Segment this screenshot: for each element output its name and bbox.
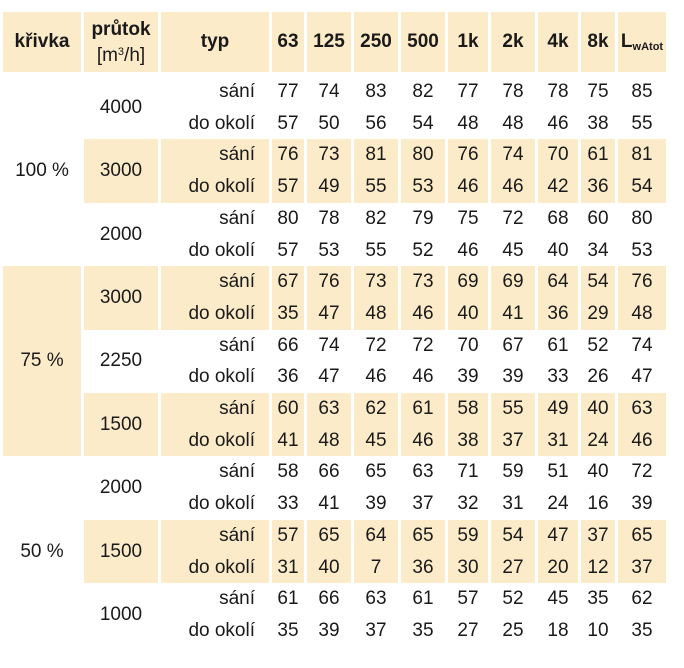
total-cell: 54: [618, 171, 666, 203]
value-cell: 32: [457, 493, 479, 515]
value-cell: 40: [581, 393, 615, 425]
value-cell: 37: [491, 425, 535, 457]
total-cell: 62: [631, 588, 653, 610]
typ-cell: sání: [219, 207, 255, 229]
table-body: [3, 76, 666, 647]
value-cell: 59: [502, 461, 524, 483]
value-cell: 66: [318, 461, 340, 483]
value-cell: 58: [448, 393, 488, 425]
typ-cell: sání: [161, 520, 269, 552]
value-cell: 75: [587, 81, 609, 102]
value-cell: 83: [365, 81, 387, 102]
typ-cell: sání: [219, 334, 255, 356]
value-cell: 57: [457, 588, 479, 610]
header-band: 1k: [448, 12, 488, 76]
value-cell: 46: [547, 112, 569, 134]
value-cell: 49: [538, 393, 578, 425]
value-cell: 37: [365, 619, 387, 641]
value-cell: 42: [538, 171, 578, 203]
table-row: [3, 139, 666, 171]
table-row: [3, 266, 666, 298]
value-cell: 36: [581, 171, 615, 203]
value-cell: 61: [277, 588, 299, 610]
value-cell: 77: [457, 81, 479, 102]
value-cell: 54: [581, 266, 615, 298]
value-cell: 46: [412, 366, 434, 388]
value-cell: 76: [307, 266, 351, 298]
value-cell: 55: [491, 393, 535, 425]
value-cell: 35: [412, 619, 434, 641]
value-cell: 47: [538, 520, 578, 552]
table-row: [3, 456, 666, 488]
value-cell: 57: [277, 239, 299, 261]
value-cell: 54: [491, 520, 535, 552]
value-cell: 61: [547, 334, 569, 356]
value-cell: 16: [587, 493, 609, 515]
value-cell: 29: [581, 298, 615, 330]
value-cell: 12: [581, 552, 615, 584]
value-cell: 80: [277, 207, 299, 229]
value-cell: 60: [272, 393, 304, 425]
value-cell: 57: [272, 520, 304, 552]
value-cell: 66: [318, 588, 340, 610]
total-cell: 72: [631, 461, 653, 483]
value-cell: 69: [491, 266, 535, 298]
value-cell: 38: [448, 425, 488, 457]
typ-cell: do okolí: [188, 112, 255, 134]
header-total: $L_{wAtot}$: [618, 12, 666, 76]
value-cell: 63: [307, 393, 351, 425]
value-cell: 78: [318, 207, 340, 229]
header-band: 125: [307, 12, 351, 76]
value-cell: 77: [277, 81, 299, 102]
value-cell: 74: [491, 139, 535, 171]
value-cell: 39: [502, 366, 524, 388]
total-cell: 37: [618, 552, 666, 584]
header-band: 8k: [581, 12, 615, 76]
value-cell: 45: [547, 588, 569, 610]
typ-cell: do okolí: [188, 493, 255, 515]
typ-cell: sání: [161, 266, 269, 298]
header-prutok-label: průtok: [91, 18, 151, 40]
value-cell: 82: [412, 81, 434, 102]
typ-cell: do okolí: [188, 366, 255, 388]
value-cell: 72: [412, 334, 434, 356]
value-cell: 31: [502, 493, 524, 515]
table-row: [3, 393, 666, 425]
value-cell: 53: [401, 171, 445, 203]
value-cell: 63: [412, 461, 434, 483]
value-cell: 18: [547, 619, 569, 641]
value-cell: 62: [354, 393, 398, 425]
value-cell: 47: [318, 366, 340, 388]
value-cell: 35: [277, 619, 299, 641]
flow-cell: 4000: [99, 96, 143, 118]
value-cell: 61: [401, 393, 445, 425]
value-cell: 27: [491, 552, 535, 584]
typ-cell: do okolí: [161, 552, 269, 584]
value-cell: 70: [457, 334, 479, 356]
value-cell: 46: [457, 239, 479, 261]
value-cell: 26: [587, 366, 609, 388]
value-cell: 37: [581, 520, 615, 552]
typ-cell: do okolí: [188, 239, 255, 261]
typ-cell: sání: [219, 81, 255, 102]
value-cell: 82: [365, 207, 387, 229]
value-cell: 48: [354, 298, 398, 330]
value-cell: 35: [272, 298, 304, 330]
value-cell: 34: [587, 239, 609, 261]
value-cell: 57: [272, 171, 304, 203]
header-band: 63: [272, 12, 304, 76]
value-cell: 48: [502, 112, 524, 134]
value-cell: 41: [491, 298, 535, 330]
table-row: [3, 330, 666, 362]
total-cell: 35: [631, 619, 653, 641]
total-cell: 85: [631, 81, 653, 102]
value-cell: 76: [272, 139, 304, 171]
value-cell: 61: [581, 139, 615, 171]
value-cell: 79: [412, 207, 434, 229]
total-cell: 76: [618, 266, 666, 298]
value-cell: 33: [547, 366, 569, 388]
value-cell: 47: [307, 298, 351, 330]
value-cell: 48: [457, 112, 479, 134]
value-cell: 65: [401, 520, 445, 552]
value-cell: 41: [318, 493, 340, 515]
header-krivka: křivka: [3, 12, 81, 76]
value-cell: 67: [272, 266, 304, 298]
value-cell: 36: [277, 366, 299, 388]
typ-cell: sání: [219, 588, 255, 610]
header-band: 250: [354, 12, 398, 76]
value-cell: 46: [401, 298, 445, 330]
value-cell: 74: [318, 334, 340, 356]
value-cell: 38: [587, 112, 609, 134]
value-cell: 80: [401, 139, 445, 171]
value-cell: 39: [318, 619, 340, 641]
value-cell: 64: [538, 266, 578, 298]
total-cell: 55: [631, 112, 653, 134]
table-row: [3, 76, 666, 108]
flow-cell: 2000: [99, 477, 143, 499]
value-cell: 70: [538, 139, 578, 171]
flow-cell: 1500: [84, 520, 158, 583]
total-cell: 80: [631, 207, 653, 229]
value-cell: 69: [448, 266, 488, 298]
value-cell: 63: [365, 588, 387, 610]
value-cell: 76: [448, 139, 488, 171]
value-cell: 59: [448, 520, 488, 552]
header-row: [3, 12, 666, 76]
value-cell: 46: [401, 425, 445, 457]
value-cell: 50: [318, 112, 340, 134]
krivka-cell: 100 %: [3, 76, 81, 266]
typ-cell: do okolí: [188, 619, 255, 641]
value-cell: 40: [448, 298, 488, 330]
value-cell: 45: [502, 239, 524, 261]
value-cell: 73: [354, 266, 398, 298]
header-prutok-unit: $[m^3/h]$: [96, 44, 146, 66]
value-cell: 58: [277, 461, 299, 483]
total-cell: 74: [631, 334, 653, 356]
typ-cell: do okolí: [161, 171, 269, 203]
value-cell: 36: [538, 298, 578, 330]
value-cell: 10: [587, 619, 609, 641]
value-cell: 25: [502, 619, 524, 641]
value-cell: 40: [547, 239, 569, 261]
total-cell: 48: [618, 298, 666, 330]
table-row: [3, 583, 666, 615]
value-cell: 40: [587, 461, 609, 483]
typ-cell: do okolí: [161, 425, 269, 457]
flow-cell: 2250: [99, 350, 143, 372]
value-cell: 53: [318, 239, 340, 261]
value-cell: 24: [581, 425, 615, 457]
table-row: [3, 203, 666, 235]
value-cell: 78: [547, 81, 569, 102]
value-cell: 52: [587, 334, 609, 356]
header-typ: typ: [161, 12, 269, 76]
total-cell: 81: [618, 139, 666, 171]
total-cell: 39: [631, 493, 653, 515]
value-cell: 41: [272, 425, 304, 457]
value-cell: 31: [538, 425, 578, 457]
value-cell: 71: [457, 461, 479, 483]
value-cell: 78: [502, 81, 524, 102]
value-cell: 60: [587, 207, 609, 229]
value-cell: 54: [412, 112, 434, 134]
flow-cell: 1500: [84, 393, 158, 456]
total-cell: 63: [618, 393, 666, 425]
typ-cell: do okolí: [161, 298, 269, 330]
header-prutok: [84, 12, 158, 76]
value-cell: 48: [307, 425, 351, 457]
total-cell: 46: [618, 425, 666, 457]
value-cell: 81: [354, 139, 398, 171]
value-cell: 20: [538, 552, 578, 584]
value-cell: 73: [307, 139, 351, 171]
krivka-cell: 50 %: [3, 456, 81, 646]
header-band: 4k: [538, 12, 578, 76]
value-cell: 36: [401, 552, 445, 584]
value-cell: 31: [272, 552, 304, 584]
value-cell: 52: [502, 588, 524, 610]
value-cell: 7: [354, 552, 398, 584]
noise-table: [0, 12, 669, 647]
typ-cell: sání: [161, 139, 269, 171]
value-cell: 67: [502, 334, 524, 356]
value-cell: 27: [457, 619, 479, 641]
value-cell: 45: [354, 425, 398, 457]
total-cell: 65: [618, 520, 666, 552]
value-cell: 65: [307, 520, 351, 552]
flow-cell: 3000: [84, 139, 158, 202]
typ-cell: sání: [161, 393, 269, 425]
value-cell: 61: [412, 588, 434, 610]
value-cell: 55: [365, 239, 387, 261]
header-band: 2k: [491, 12, 535, 76]
value-cell: 73: [401, 266, 445, 298]
value-cell: 39: [457, 366, 479, 388]
flow-cell: 2000: [99, 223, 143, 245]
value-cell: 56: [365, 112, 387, 134]
total-cell: 53: [631, 239, 653, 261]
flow-cell: 1000: [99, 604, 143, 626]
typ-cell: sání: [219, 461, 255, 483]
value-cell: 64: [354, 520, 398, 552]
value-cell: 55: [354, 171, 398, 203]
header-band: 500: [401, 12, 445, 76]
value-cell: 24: [547, 493, 569, 515]
value-cell: 33: [277, 493, 299, 515]
value-cell: 68: [547, 207, 569, 229]
value-cell: 74: [318, 81, 340, 102]
value-cell: 39: [365, 493, 387, 515]
value-cell: 51: [547, 461, 569, 483]
value-cell: 46: [365, 366, 387, 388]
value-cell: 46: [491, 171, 535, 203]
value-cell: 72: [365, 334, 387, 356]
value-cell: 35: [587, 588, 609, 610]
value-cell: 72: [502, 207, 524, 229]
total-cell: 47: [631, 366, 653, 388]
value-cell: 49: [307, 171, 351, 203]
value-cell: 37: [412, 493, 434, 515]
flow-cell: 3000: [84, 266, 158, 329]
value-cell: 40: [307, 552, 351, 584]
value-cell: 75: [457, 207, 479, 229]
value-cell: 66: [277, 334, 299, 356]
value-cell: 52: [412, 239, 434, 261]
value-cell: 57: [277, 112, 299, 134]
value-cell: 65: [365, 461, 387, 483]
value-cell: 46: [448, 171, 488, 203]
table-row: [3, 520, 666, 552]
krivka-cell: 75 %: [3, 266, 81, 456]
value-cell: 30: [448, 552, 488, 584]
